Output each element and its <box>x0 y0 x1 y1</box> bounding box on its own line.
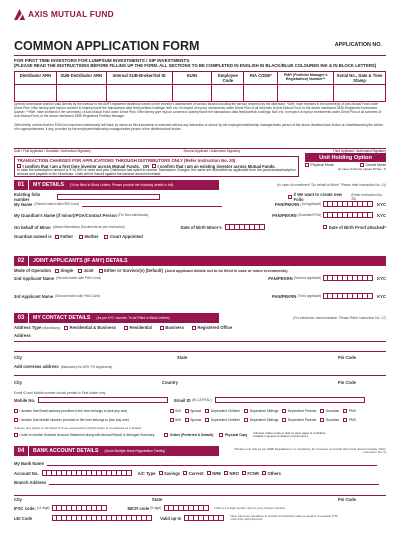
bank-city-row <box>14 497 386 502</box>
pan-guardian-note: (Guardian/POA) <box>297 213 322 217</box>
business-label: Business <box>165 325 184 330</box>
new-folio-checkbox[interactable] <box>288 195 292 199</box>
email-declaration-row <box>14 409 386 413</box>
mode-note: (Joint applicant details not to be filled in case of minor investments). <box>164 268 289 273</box>
mode-of-operation-row <box>14 268 386 273</box>
lei-row <box>14 515 386 521</box>
email-declaration-checkbox[interactable] <box>14 409 18 413</box>
state-label: State <box>176 355 188 360</box>
unit-holding-option <box>305 153 386 177</box>
signature-second: Second Applicant / Authorised Signatory <box>183 149 241 153</box>
minor-label: On behalf of Minor <box>14 224 51 230</box>
choose-online-note: (Choose online mode to help us save paper & contribute towards a greener & cleaner environment.) <box>253 431 326 439</box>
mobile-label: Mobile No. <box>14 397 36 403</box>
email-self-label: Self <box>175 409 181 413</box>
section-3-note: (As per KYC records. To be Filled in Block Letters) <box>96 316 170 320</box>
mobile-spouse-label: Spouse <box>190 418 202 422</box>
bank-city-label: City <box>14 497 22 502</box>
account-row <box>14 470 386 476</box>
account-statement-label: I wish to receive Scheme Account Statement along with Annual Report & Abridged Summary <box>19 433 155 438</box>
dob-proof-checkbox[interactable] <box>323 225 327 229</box>
dob-minor-label: Date of Birth Minor's <box>180 224 222 230</box>
savings-label: Savings <box>164 470 181 476</box>
section-3-title <box>29 313 219 323</box>
address-type-note: (Mandatory) <box>42 325 61 330</box>
email-self-checkbox[interactable] <box>170 409 174 413</box>
dob-minor-input[interactable] <box>225 224 265 230</box>
current-checkbox[interactable] <box>183 471 187 475</box>
mobile-guardian-checkbox[interactable] <box>320 418 324 422</box>
pan-second-label: PAN/PEKRN <box>268 275 293 281</box>
mobile-children-label: Dependent Children <box>210 418 241 422</box>
guardian-name-label: My Guardian's Name <box>14 212 56 218</box>
ifsc-label: IFSC code: <box>14 505 36 511</box>
signature-third: Third Applicant / Authorised Signatory <box>332 149 386 153</box>
guardian-relation-row <box>14 234 386 239</box>
distributor-table <box>14 71 386 102</box>
email-pms-checkbox[interactable] <box>343 409 347 413</box>
email-label: Email ID <box>174 397 191 403</box>
physical-copy-checkbox[interactable] <box>219 433 223 437</box>
account-statement-row <box>14 432 386 438</box>
court-appointed-checkbox[interactable] <box>104 235 108 239</box>
section-contact-details-header <box>14 313 386 323</box>
section-bank-details-header <box>14 446 386 456</box>
or-label: OR <box>142 163 150 169</box>
my-name-input[interactable] <box>82 206 222 207</box>
nro-label: NRO <box>229 470 239 476</box>
fcnr-checkbox[interactable] <box>242 471 246 475</box>
overseas-row <box>14 364 386 369</box>
bank-state-label: State <box>151 497 163 502</box>
mother-label: Mother <box>84 234 99 239</box>
application-number-label: APPLICATION NO. <box>334 42 382 48</box>
address-line-2[interactable] <box>14 351 386 352</box>
online-label: Online (Preferred & Default) <box>169 433 214 438</box>
minor-note: (Attach Mandatory Documents as per instruction) <box>53 225 125 229</box>
survivor-checkbox[interactable] <box>99 269 103 273</box>
branch-address-label: Branch Address <box>14 480 47 485</box>
country-label: Country <box>161 380 178 385</box>
sub-distributor-arn-input[interactable] <box>56 85 106 102</box>
bank-name-input[interactable] <box>47 465 377 466</box>
pan-guardian-input[interactable] <box>323 212 373 218</box>
section-4-number: 04 <box>14 446 28 456</box>
account-number-input[interactable] <box>42 470 132 476</box>
mobile-declaration-label: I declare that Mobile Number provided in the form belongs to (tick any one) <box>19 418 129 422</box>
sub-distributor-arn-header: SUB-Distributor ARN <box>56 72 106 85</box>
demat-mode-label: Demat Mode <box>365 163 386 167</box>
my-name-note: (Should match with PAN Card) <box>34 202 80 206</box>
valid-upto-label: Valid up to <box>160 515 182 521</box>
first-time-investor-label: I confirm that I am a first time investor across Mutual Funds. <box>22 163 140 169</box>
residential-business-label: Residential & Business <box>69 325 116 330</box>
email-input[interactable] <box>215 397 365 403</box>
overseas-city-row <box>14 380 386 385</box>
email-children-label: Dependent Children <box>210 409 241 413</box>
pan-second-note: (Second applicant) <box>293 276 322 280</box>
address-type-row <box>14 325 386 330</box>
kyc-third-label: KYC <box>377 293 386 299</box>
mobile-declaration-row <box>14 418 386 422</box>
existing-folio-input[interactable] <box>57 194 160 200</box>
overseas-pin-label: Pin Code <box>337 380 356 385</box>
address-line-1[interactable] <box>14 341 386 342</box>
distributor-arn-input[interactable] <box>15 85 57 102</box>
overseas-address-label: Add overseas address <box>14 364 59 369</box>
new-folio-note: (Refer Instruction No. 28) <box>351 193 383 201</box>
name-row <box>14 201 386 207</box>
bank-name-row <box>14 461 386 466</box>
section-3-number: 03 <box>14 313 28 323</box>
single-label: Single <box>60 268 74 273</box>
third-applicant-note: (Should match with PAN Card) <box>55 294 100 298</box>
city-label: City <box>14 355 22 360</box>
euin-header: EUIN <box>172 72 212 85</box>
pan-third-input[interactable] <box>323 293 373 299</box>
single-checkbox[interactable] <box>55 269 59 273</box>
commission-declaration: Upfront commission shall be paid directly by the investor to the AMFI registered distributor based on the investor's assessment of various factors including the service rendered by the distributor. *I/We, have invested in the scheme(s) of Axis Mutual Fund under Direct Plan. I/We hereby give my/our consent to share/provide the transactions data feed/portfolio holdings/ NAV etc. in respect of my/our investments under Direct Plan of all schemes of Axis Mutual Fund, to the above mentioned SEBI-Registered Investment Adviser. **I/We, have invested in the scheme(s) of Axis Mutual Fund under Direct Plan. I/We hereby give my/our consent to share/provide the transactions data feed/portfolio holdings/ NAV etc. in respect of my/our investments under Direct Plan of all schemes of Axis Mutual Fund, to the above mentioned SEBI Registered Portfolio Manager. <box>14 102 382 118</box>
mobile-pms-checkbox[interactable] <box>343 418 347 422</box>
section-1-title <box>29 180 219 190</box>
new-folio-label: I/ We want to create new Folio <box>293 192 342 202</box>
form-subtitle: FOR FIRST TIME INVESTORS FOR LUMPSUM INVESTMENTS / SIP INVESTMENTS. <box>14 58 191 63</box>
residential-business-checkbox[interactable] <box>64 326 68 330</box>
existing-folio-label: Existing folio number <box>14 192 41 202</box>
branch-address-line-2[interactable] <box>14 495 386 496</box>
mobile-siblings-checkbox[interactable] <box>244 418 248 422</box>
section-1-note: (To be filled in Block Letters. Please provide the following details in full) <box>69 183 174 187</box>
branch-address-input[interactable] <box>49 484 379 485</box>
email-guardian-label: Guardian <box>325 409 340 413</box>
kyc-second-label: KYC <box>377 275 386 281</box>
serial-number-header: Serial No., Date & Time Stamp <box>334 72 386 85</box>
section-joint-applicants-header <box>14 256 386 266</box>
brand-name: AXIS MUTUAL FUND <box>28 9 114 19</box>
title-divider <box>14 55 386 56</box>
business-checkbox[interactable] <box>160 326 164 330</box>
pan-third-label: PAN/PEKRN <box>271 293 297 299</box>
pan-second-input[interactable] <box>323 275 373 281</box>
email-siblings-checkbox[interactable] <box>244 409 248 413</box>
mobile-self-label: Self <box>175 418 181 422</box>
branch-row <box>14 480 386 485</box>
distributor-arn-header: Distributor ARN <box>15 72 57 85</box>
court-appointed-label: Court Appointed <box>109 234 143 239</box>
nro-checkbox[interactable] <box>224 471 228 475</box>
physical-mode-checkbox[interactable] <box>305 163 309 167</box>
joint-label: Joint <box>83 268 94 273</box>
mobile-email-row <box>14 397 386 403</box>
section-1-right-note: (In case of investment "On behalf of Minor" Please refer instruction No. 11) <box>277 183 386 187</box>
nre-checkbox[interactable] <box>207 471 211 475</box>
mode-operation-label: Mode of Operation <box>14 268 51 273</box>
ifsc-input[interactable] <box>52 505 107 511</box>
section-1-title-text: MY DETAILS <box>33 182 64 188</box>
mobile-guardian-label: Guardian <box>325 418 340 422</box>
overseas-line[interactable] <box>14 375 386 376</box>
lei-label: LEI Code <box>14 515 33 521</box>
others-checkbox[interactable] <box>262 471 266 475</box>
mobile-parents-label: Dependent Parents <box>287 418 317 422</box>
section-4-title <box>29 446 219 456</box>
section-4-right-note: (Please note that as per SEBI Regulations it is mandatory for investors to provide their bank account details. Refer instruction No. 6) <box>234 446 386 454</box>
others-label: Others <box>267 470 281 476</box>
ifsc-note: (11 digit) <box>36 506 50 510</box>
guardian-row <box>14 212 386 218</box>
euin-declaration: I/We hereby confirm that the EUIN box has been intentionally left blank by me/us as this transaction is executed without any interaction or advice by the employee/relationship manager/sales person of the above distributor/sub broker or notwithstanding the advice of in-appropriateness, if any, provided by the employee/relationship manager/sales person of the distributor/sub broker. <box>14 123 384 131</box>
guardian-name-note: (if minor)/POA/Contact Person <box>56 212 117 218</box>
account-number-label: Account No. <box>14 470 39 476</box>
email-pms-label: PMS <box>348 409 356 413</box>
ria-code-header: RIA CODE* <box>244 72 278 85</box>
guardian-named-label: Guardian named is <box>14 234 52 239</box>
pmr-number-input[interactable] <box>278 85 334 102</box>
mobile-input[interactable] <box>38 397 168 403</box>
second-applicant-row <box>14 275 386 281</box>
second-applicant-note: (Should match with PAN Card) <box>56 276 101 280</box>
ria-code-input[interactable] <box>244 85 278 102</box>
account-statement-checkbox[interactable] <box>14 433 18 437</box>
overseas-city-label: City <box>14 380 22 385</box>
city-state-row <box>14 355 386 360</box>
section-2-number: 02 <box>14 256 28 266</box>
section-my-details-header <box>14 180 386 190</box>
pan-third-note: (Third applicant) <box>297 294 322 298</box>
lei-input[interactable] <box>52 515 152 521</box>
micr-note: (9 digit) <box>150 506 162 510</box>
mobile-children-checkbox[interactable] <box>205 418 209 422</box>
email-declaration-label: I declare that Email address provided in the form belongs to (tick any one) <box>19 409 128 413</box>
email-parents-label: Dependent Parents <box>287 409 317 413</box>
pan-guardian-label: PAN/PEKRN <box>272 212 297 218</box>
registered-office-checkbox[interactable] <box>192 326 196 330</box>
email-caps-note: (IN CAPITAL) <box>191 398 212 402</box>
email-spouse-label: Spouse <box>190 409 202 413</box>
mobile-siblings-label: Dependent Siblings <box>249 418 279 422</box>
section-3-title-text: MY CONTACT DETAILS <box>33 315 91 321</box>
micr-input[interactable] <box>164 505 209 511</box>
joint-checkbox[interactable] <box>78 269 82 273</box>
bank-pin-label: Pin Code <box>337 497 356 502</box>
lei-note: Note: LEI code mandatory to provide if transaction value is equal to or exceeds ₹ 50 crore limit, with LEI proof. <box>230 514 338 522</box>
overseas-note: (Mandatory for NRI / FII Applicants) <box>60 364 113 369</box>
pan-first-input[interactable] <box>323 201 373 207</box>
email-children-checkbox[interactable] <box>205 409 209 413</box>
micr-label: MICR code <box>127 505 150 511</box>
internal-sub-broker-input[interactable] <box>106 85 172 102</box>
my-name-label: My Name <box>14 201 33 207</box>
residential-label: Residential <box>129 325 152 330</box>
email-guardian-checkbox[interactable] <box>320 409 324 413</box>
pan-first-label: PAN/PEKRN <box>274 201 300 207</box>
transaction-charges-box <box>14 156 299 177</box>
bank-name-label: My Bank Name <box>14 461 44 466</box>
third-applicant-row <box>14 293 386 299</box>
default-option-note: If above any option is not ticked or if we selected then (Self) option is considered as a default. <box>14 426 142 430</box>
micr-hint: (This is a 9 digit number next to your cheque number) <box>214 506 286 510</box>
fcnr-label: FCNR <box>247 470 259 476</box>
serial-number-input <box>334 85 386 102</box>
pmr-number-header: PMR (Portfolio Manager's Registration) Number** <box>278 72 334 85</box>
ifsc-micr-row <box>14 505 386 511</box>
online-checkbox[interactable] <box>164 433 168 437</box>
mobile-declaration-checkbox[interactable] <box>14 418 18 422</box>
section-4-note: (Avoid Multiple Bank Registration Facility) <box>104 449 166 453</box>
address-type-label: Address Type <box>14 325 42 330</box>
savings-checkbox[interactable] <box>159 471 163 475</box>
transaction-charges-title: TRANSACTION CHARGES FOR APPLICATIONS THROUGH DISTRIBUTORS ONLY (Refer Instruction No. 20) <box>17 158 236 163</box>
email-parents-checkbox[interactable] <box>282 409 286 413</box>
existing-investor-label: I confirm that I am an existing investor across Mutual Funds. <box>157 163 276 169</box>
kyc-guardian-label: KYC <box>377 212 386 218</box>
section-1-number: 01 <box>14 180 28 190</box>
mother-checkbox[interactable] <box>79 235 83 239</box>
current-label: Current <box>188 470 204 476</box>
guardian-name-note2: (For Non-individuals) <box>117 213 149 217</box>
unit-holding-title: Unit Holding Option <box>305 153 386 162</box>
kyc-first-label: KYC <box>377 201 386 207</box>
mobile-parents-checkbox[interactable] <box>282 418 286 422</box>
email-siblings-label: Dependent Siblings <box>249 409 279 413</box>
transaction-charges-note: In case the subscription amount is ₹ 10,000 or more and your Distributor has opted to receive Transaction Charges, the same are deductible as applicable from the purchase/subscription amount and payable to the Distributor. Units will be issued against the balance amount invested. <box>17 168 296 176</box>
address-row <box>14 333 386 338</box>
holding-note: (In case of Demat, please fill Sec. 7) <box>337 167 386 172</box>
internal-sub-broker-header: Internal SUB-Broker/Sol ID <box>106 72 172 85</box>
email-spouse-checkbox[interactable] <box>185 409 189 413</box>
nre-label: NRE <box>212 470 222 476</box>
survivor-label: Either or Survivor(s) [Default] <box>104 268 163 273</box>
valid-upto-input[interactable] <box>184 515 224 521</box>
section-2-title: JOINT APPLICANTS (IF ANY) DETAILS <box>29 256 386 266</box>
form-instructions: (PLEASE READ THE INSTRUCTIONS BEFORE FILLING UP THE FORM. ALL SECTIONS TO BE COMPLETED IN ENGLISH IN BLACK/BLUE COLOURED INK & IN BLOCK LETTERS) <box>14 63 377 68</box>
father-label: Father <box>60 234 74 239</box>
minor-row <box>14 224 386 230</box>
mobile-pms-label: PMS <box>348 418 356 422</box>
brand-logo <box>14 7 114 21</box>
pan-first-note: (1st Applicant) <box>300 202 322 206</box>
mobile-self-checkbox[interactable] <box>170 418 174 422</box>
account-type-label: A/C Type <box>137 470 156 476</box>
employee-code-header: Employee Code <box>212 72 244 85</box>
mobile-spouse-checkbox[interactable] <box>185 418 189 422</box>
second-applicant-label: 2nd Applicant Name <box>14 275 55 281</box>
residential-checkbox[interactable] <box>124 326 128 330</box>
section-4-title-text: BANK ACCOUNT DETAILS <box>33 448 99 454</box>
physical-copy-label: Physical Copy <box>224 433 248 438</box>
physical-mode-label: Physical Mode <box>310 163 334 167</box>
section-3-right-note: (For electronic communication. Please Refer Instruction No. 17) <box>293 316 386 320</box>
address-label: Address <box>14 333 31 338</box>
euin-input[interactable] <box>172 85 212 102</box>
employee-code-input[interactable] <box>212 85 244 102</box>
pin-code-label: Pin Code <box>337 355 356 360</box>
form-title: COMMON APPLICATION FORM <box>14 39 200 53</box>
signature-first: Sole / First Applicant / Guardian / Authorised Signatory <box>14 149 91 153</box>
axis-logo-icon <box>14 9 25 20</box>
dob-proof-label: Date of Birth Proof attached* <box>328 224 386 230</box>
third-applicant-label: 3rd Applicant Name <box>14 293 54 299</box>
father-checkbox[interactable] <box>55 235 59 239</box>
registered-office-label: Registered Office <box>197 325 233 330</box>
email-mobile-note: Email ID and Mobile number should pertain to First holder only. <box>14 391 106 395</box>
